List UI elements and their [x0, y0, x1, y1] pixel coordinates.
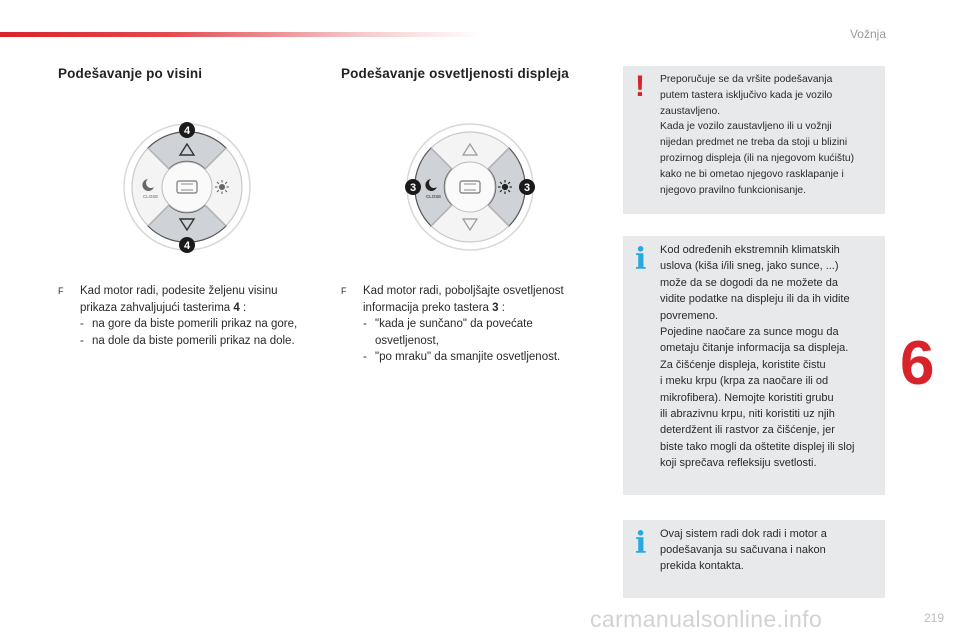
svg-text:3: 3 — [523, 182, 531, 194]
page-number: 219 — [923, 611, 944, 625]
bullet-arrow-icon: F — [58, 286, 64, 296]
height-adjustment-heading: Podešavanje po visini — [58, 66, 203, 81]
info-box-weather — [623, 236, 885, 495]
svg-text:4: 4 — [183, 125, 191, 137]
svg-text:3: 3 — [409, 182, 417, 194]
close-label: CLOSE — [143, 194, 159, 199]
height-instructions: F Kad motor radi, podesite željenu visinu prikaza zahvaljujući tasterima 4 : - na gore da biste pomerili prikaz na gore, - na dole da biste pomerili prikaz na dole. — [58, 285, 298, 347]
close-label: CLOSE — [426, 194, 442, 199]
info-icon: i — [635, 526, 647, 561]
info-text-weather: Kod određenih ekstremnih klimatskih uslova (kiša i/ili sneg, jako sunce, ...) može da se dogodi da ne možete da vidite podatke na displeju ili da ih vidite povremeno. Pojedine naočare za sunce mogu da ometaju čitanje informacija sa displeja. Za čišćenje displeja, koristite čistu i meku krpu (krpa za naočare ili od mikrofibera). Nemojte koristiti grubu ili abrazivnu krpu, niti koristiti uz njih deterdžent ili rastvor za čišćenje, jer biste tako mogli da oštetite displej ili sloj koji sprečava refleksiju svetlosti. — [660, 244, 855, 470]
warning-icon: ! — [635, 70, 645, 103]
watermark: carmanualsonline.info — [590, 606, 823, 632]
brightness-control-buttons-diagram — [403, 120, 537, 254]
chapter-title: Vožnja — [849, 27, 886, 41]
height-adjustment-section — [58, 66, 328, 81]
brightness-adjustment-heading: Podešavanje osvetljenosti displeja — [341, 66, 569, 81]
bullet-arrow-icon: F — [341, 286, 347, 296]
brightness-adjustment-section — [341, 66, 611, 81]
info-text-system: Ovaj sistem radi dok radi i motor a podešavanja su sačuvana i nakon prekida kontakta. — [660, 528, 827, 573]
sun-icon — [215, 180, 229, 194]
warning-text: Preporučuje se da vršite podešavanja putem tastera isključivo kada je vozilo zaustavljeno. Kada je vozilo zaustavljeno ili u vožnji nijedan predmet ne treba da stoji u blizini prozirnog displeja (ili na njegovom kućištu) kako ne bi ometao njegovo rasklapanje i njegovo pravilno funkcionisanje. — [660, 74, 855, 196]
height-control-buttons-diagram — [120, 120, 254, 254]
warning-box — [623, 66, 885, 214]
svg-text:4: 4 — [183, 240, 191, 252]
info-icon: i — [635, 242, 647, 277]
chapter-number: 6 — [900, 329, 933, 398]
brightness-instructions: F Kad motor radi, poboljšajte osvetljenost informacija preko tastera 3 : - "kada je sunčano" da povećate osvetljenost, - "po mraku" da smanjite osvetljenost. — [341, 285, 564, 363]
info-box-system — [623, 520, 885, 598]
chapter-color-bar — [0, 32, 480, 37]
sun-icon — [498, 180, 512, 194]
